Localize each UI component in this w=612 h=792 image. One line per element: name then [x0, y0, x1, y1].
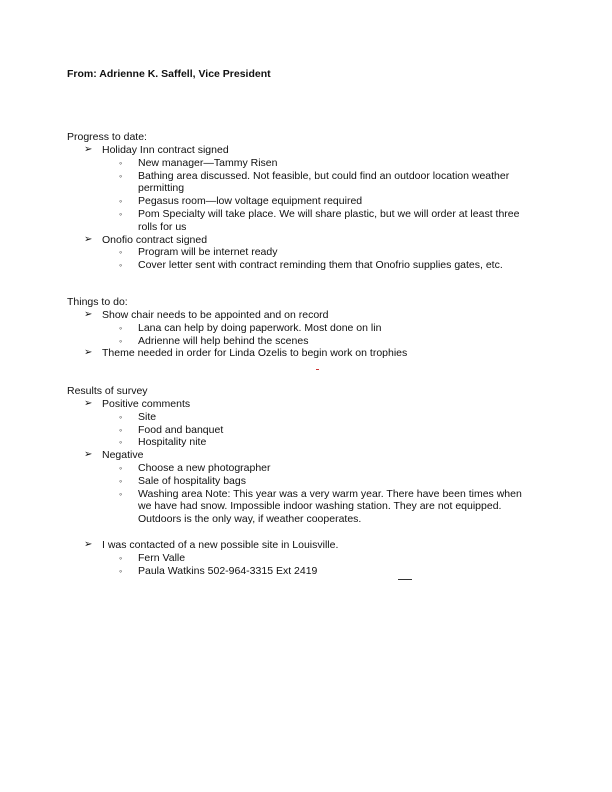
sub-list-item	[67, 565, 528, 578]
arrow-bullet-icon: ➢	[84, 144, 93, 155]
sub-list-item	[67, 436, 528, 449]
sub-list-item	[67, 475, 528, 488]
section-survey-results	[67, 385, 528, 577]
from-line: From: Adrienne K. Saffell, Vice President	[67, 68, 271, 80]
circle-bullet-icon: ◦	[119, 322, 123, 333]
sub-list-item-text: Adrienne will help behind the scenes	[138, 334, 309, 347]
list-item	[67, 144, 528, 157]
circle-bullet-icon: ◦	[119, 208, 123, 219]
scan-mark	[398, 579, 412, 580]
list-item-text: Holiday Inn contract signed	[102, 144, 229, 156]
circle-bullet-icon: ◦	[119, 170, 123, 181]
sub-list-item-text: Food and banquet	[138, 423, 224, 436]
sub-list-item-text: Site	[138, 410, 157, 423]
sub-list-item-text: Cover letter sent with contract reminding them that Onofrio supplies gates, etc.	[138, 259, 503, 272]
circle-bullet-icon: ◦	[119, 552, 123, 563]
sub-list-item	[67, 335, 528, 348]
list-item	[67, 347, 528, 360]
sub-list-item-text: Washing area Note: This year was a very warm year. There have been times when we have had snow. Impossible indoor washing station. They are not equipped. Outdoors is the only way, if weather cooperates.	[138, 487, 522, 526]
arrow-bullet-icon: ➢	[84, 449, 93, 461]
sub-list-item	[67, 157, 528, 170]
list-item-text: Negative	[102, 449, 144, 462]
sub-list-item	[67, 195, 528, 208]
sub-list-item-text: Lana can help by doing paperwork. Most done on lin	[138, 321, 382, 334]
circle-bullet-icon: ◦	[119, 488, 123, 499]
sub-list-item	[67, 208, 528, 234]
circle-bullet-icon: ◦	[119, 565, 123, 576]
section-heading: Progress to date:	[67, 131, 147, 143]
list-item	[67, 449, 528, 462]
section-progress	[67, 131, 528, 272]
circle-bullet-icon: ◦	[119, 196, 123, 207]
list-item-text: Onofio contract signed	[102, 233, 208, 246]
sub-list-item-text: Sale of hospitality bags	[138, 474, 246, 487]
circle-bullet-icon: ◦	[119, 462, 123, 473]
sub-list-item	[67, 170, 528, 196]
circle-bullet-icon: ◦	[119, 247, 123, 258]
circle-bullet-icon: ◦	[119, 260, 123, 271]
arrow-bullet-icon: ➢	[84, 233, 93, 245]
sub-list-item	[67, 424, 528, 437]
circle-bullet-icon: ◦	[119, 411, 123, 422]
list-item-text: Positive comments	[102, 398, 191, 410]
circle-bullet-icon: ◦	[119, 157, 123, 168]
sub-list-item	[67, 488, 528, 526]
arrow-bullet-icon: ➢	[84, 538, 93, 550]
sub-list-item	[67, 246, 528, 259]
list-item	[67, 539, 528, 552]
list-item	[67, 398, 528, 411]
arrow-bullet-icon: ➢	[84, 398, 93, 409]
circle-bullet-icon: ◦	[119, 335, 123, 346]
sub-list-item	[67, 462, 528, 475]
list-item	[67, 309, 528, 322]
sub-list-item-text: Program will be internet ready	[138, 246, 278, 259]
sub-list-item	[67, 552, 528, 565]
circle-bullet-icon: ◦	[119, 437, 123, 448]
section-things-to-do	[67, 296, 528, 360]
arrow-bullet-icon: ➢	[84, 347, 93, 359]
list-item-text: Theme needed in order for Linda Ozelis to begin work on trophies	[102, 347, 408, 360]
circle-bullet-icon: ◦	[119, 475, 123, 486]
list-item-text: Show chair needs to be appointed and on record	[102, 309, 329, 321]
sub-list-item	[67, 322, 528, 335]
section-heading: Things to do:	[67, 296, 128, 308]
sub-list-item-text: Hospitality nite	[138, 436, 207, 449]
sub-list-item-text: Bathing area discussed. Not feasible, but could find an outdoor location weather permitting	[138, 169, 510, 195]
circle-bullet-icon: ◦	[119, 424, 123, 435]
list-item-text: I was contacted of a new possible site in Louisville.	[102, 538, 339, 551]
sub-list-item	[67, 411, 528, 424]
list-item	[67, 234, 528, 247]
sub-list-item-text: Fern Valle	[138, 551, 186, 564]
sub-list-item-text: Choose a new photographer	[138, 461, 271, 474]
arrow-bullet-icon: ➢	[84, 309, 93, 320]
sub-list-item-text: Pegasus room—low voltage equipment required	[138, 195, 363, 208]
scan-mark	[316, 369, 319, 370]
sub-list-item-text: Pom Specialty will take place. We will share plastic, but we will order at least three rolls for us	[138, 207, 520, 233]
sub-list-item-text: Paula Watkins 502-964-3315 Ext 2419	[138, 564, 318, 577]
sub-list-item	[67, 259, 528, 272]
sub-list-item-text: New manager—Tammy Risen	[138, 156, 278, 169]
section-heading: Results of survey	[67, 385, 148, 397]
